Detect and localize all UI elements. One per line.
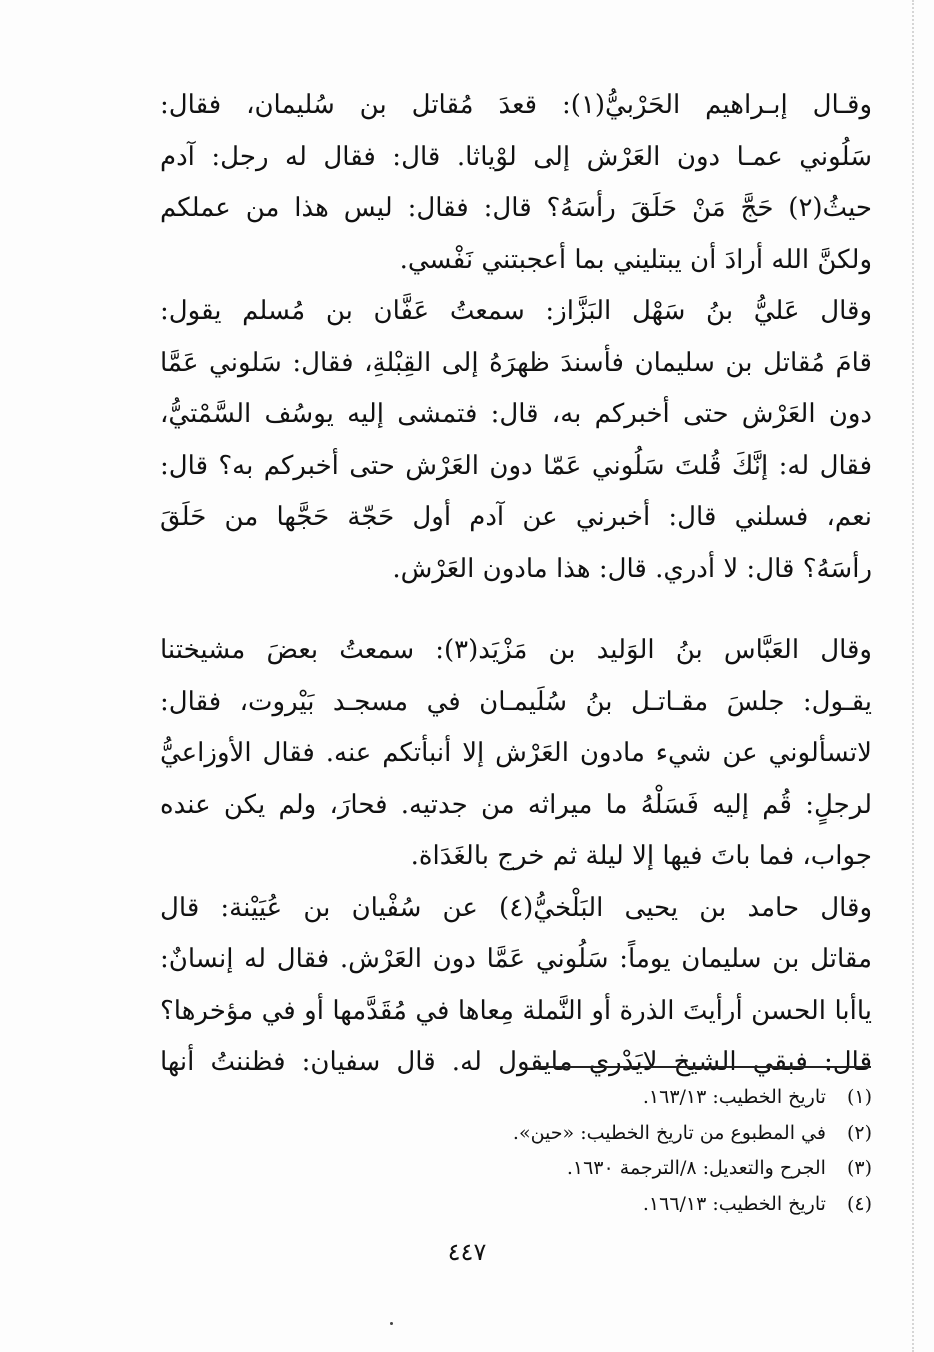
footnotes xyxy=(300,1080,872,1222)
text-line: سَلُوني عمـا دون العَرْش إلى لوْياثا. قال: فقال له رجل: آدم xyxy=(160,141,872,172)
text-line: نعم، فسلني قال: أخبرني عن آدم أول حَجّة حَجَّها من حَلَقَ xyxy=(160,502,872,532)
text-line: قال: فبقي الشيخ لايَدْري مايقول له. قال سفيان: فظننتُ أنها xyxy=(160,1047,872,1077)
text-line: مقاتل بن سليمان يوماً: سَلُوني عَمَّا دون العَرْش. فقال له إنسانٌ: xyxy=(160,944,872,974)
scan-edge xyxy=(912,0,914,1352)
text-line: لاتسألوني عن شيء مادون العَرْش إلا أنبأتكم عنه. فقال الأوزاعيُّ xyxy=(160,738,872,768)
paragraph-4 xyxy=(160,883,872,1089)
footnote-text: في المطبوع من تاريخ الخطيب: «حين». xyxy=(512,1121,826,1144)
text-line: ياأبا الحسن أرأيتَ الذرة أو النَّملة مِعاها في مُقَدَّمها أو في مؤخرها؟ xyxy=(160,995,872,1026)
text-line: دون العَرْش حتى أخبركم به، قال: فتمشى إليه يوسُف السَّمْتيُّ، xyxy=(160,399,872,429)
footnote-2 xyxy=(300,1116,872,1152)
footnote-text: الجرح والتعديل: ٨/الترجمة ١٦٣٠. xyxy=(566,1157,826,1179)
paragraph-3 xyxy=(160,625,872,883)
text-line: جواب، فما باتَ فيها إلا ليلة ثم خرج بالغَدَاة. xyxy=(410,841,872,871)
footnote-divider xyxy=(535,1066,871,1068)
main-text xyxy=(160,80,872,1089)
footnote-number: (١) xyxy=(846,1086,872,1108)
paragraph-2 xyxy=(160,286,872,595)
footnote-text: تاريخ الخطيب: ١٦٦/١٣. xyxy=(642,1192,826,1215)
text-line: وقال حامد بن يحيى البَلْخيُّ(٤) عن سُفْيان بن عُيَيْنة: قال xyxy=(160,892,872,923)
footnote-number: (٣) xyxy=(846,1157,872,1179)
paragraph-gap xyxy=(160,595,872,625)
footnote-text: تاريخ الخطيب: ١٦٣/١٣. xyxy=(642,1086,826,1108)
text-line: ولكنَّ الله أرادَ أن يبتليني بما أعجبتني نَفْسي. xyxy=(399,244,872,275)
footnote-3 xyxy=(300,1151,872,1187)
page-number: ٤٤٧ xyxy=(447,1238,487,1266)
footnote-4 xyxy=(300,1187,872,1223)
footnote-number: (٢) xyxy=(846,1121,872,1144)
text-line: لرجلٍ: قُم إليه فَسَلْهُ ما ميراثه من جدتيه. فحارَ، ولم يكن عنده xyxy=(160,789,872,820)
text-line: وقال العَبَّاس بنُ الوَليد بن مَزْيَد(٣): سمعتُ بعضَ مشيختنا xyxy=(160,635,872,665)
paragraph-1 xyxy=(160,80,872,286)
text-line: رأسَهُ؟ قال: لا أدري. قال: هذا مادون العَرْش. xyxy=(392,553,872,584)
scan-speck xyxy=(390,1322,393,1325)
text-line: قامَ مُقاتل بن سليمان فأسندَ ظهرَهُ إلى القِبْلةِ، فقال: سَلوني عَمَّا xyxy=(160,347,872,378)
footnote-1 xyxy=(300,1080,872,1116)
text-line: يقـول: جلسَ مقـاتـل بنُ سُلَيمـان في مسجـد بَيْروت، فقال: xyxy=(160,686,872,717)
footnote-number: (٤) xyxy=(846,1192,872,1215)
text-line: فقال له: إنَّكَ قُلتَ سَلُوني عَمّا دون العَرْش حتى أخبركم به؟ قال: xyxy=(160,450,872,481)
text-line: وقـال إبـراهيم الحَرْبيُّ(١): قعدَ مُقاتل بن سُليمان، فقال: xyxy=(160,90,872,120)
text-line: وقال عَليُّ بنُ سَهْل البَزَّاز: سمعتُ عَفَّان بن مُسلم يقول: xyxy=(160,296,872,326)
text-line: حيثُ(٢) حَجَّ مَنْ حَلَقَ رأسَهُ؟ قال: فقال: ليس هذا من عملكم xyxy=(160,193,872,223)
